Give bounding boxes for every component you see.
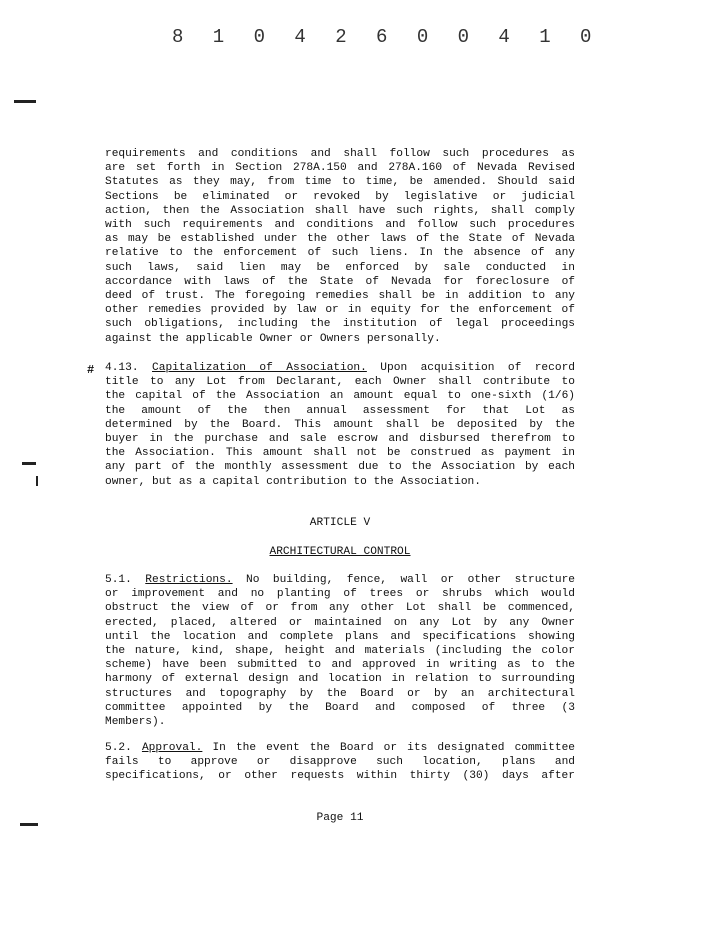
section-first-line bbox=[105, 573, 575, 587]
section-first-line-text: No building, fence, wall or other structure bbox=[246, 574, 576, 586]
paragraph-line: Statutes as they may, from time to time, be amended. Should said bbox=[105, 176, 575, 189]
paragraph-line: scheme) have been submitted to and approved in writing as to the bbox=[105, 659, 575, 672]
paragraph-line: harmony of external design and location in relation to surrounding bbox=[105, 673, 575, 686]
section-number: 5.2. bbox=[105, 742, 132, 754]
margin-bullet-mark: # bbox=[87, 363, 95, 377]
paragraph-line: deed of trust. The foregoing remedies shall be in addition to any bbox=[105, 290, 575, 303]
paragraph-line: Sections be eliminated or revoked by legislative or judicial bbox=[105, 190, 575, 203]
paragraph-line: fails to approve or disapprove such location, plans and bbox=[105, 756, 575, 769]
paragraph-line: specifications, or other requests within thirty (30) days after bbox=[105, 770, 575, 783]
paragraph-line: determined by the Board. This amount shall be deposited by the bbox=[105, 418, 575, 431]
paragraph-line: title to any Lot from Declarant, each Owner shall contribute to bbox=[105, 376, 575, 389]
paragraph-line: relative to the enforcement of such liens. In the absence of any bbox=[105, 247, 575, 260]
section-title: Approval. bbox=[141, 742, 203, 754]
section-first-line-text: In the event the Board or its designated committee bbox=[212, 742, 575, 754]
paragraph-line: action, then the Association shall have such rights, shall comply bbox=[105, 204, 575, 217]
paragraph-line: Members). bbox=[105, 716, 166, 729]
paragraph-line: such obligations, including the institution of legal proceedings bbox=[105, 318, 575, 331]
section-5-1 bbox=[105, 573, 575, 729]
article-heading: ARTICLE V bbox=[309, 517, 371, 529]
paragraph-line: or improvement and no planting of trees or shrubs which would bbox=[105, 588, 575, 601]
section-number: 5.1. bbox=[105, 574, 132, 586]
paragraph-line: the amount of the then annual assessment for that Lot as bbox=[105, 404, 575, 417]
paragraph-line: are set forth in Section 278A.150 and 278A.160 of Nevada Revised bbox=[105, 162, 575, 175]
section-4-13 bbox=[105, 361, 575, 489]
paragraph-line: structures and topography by the Board or by an architectural bbox=[105, 687, 575, 700]
paragraph-line: any part of the monthly assessment due to the Association by each bbox=[105, 461, 575, 474]
paragraph-line: with such requirements and conditions and follow such procedures bbox=[105, 219, 575, 232]
paragraph-line: against the applicable Owner or Owners personally. bbox=[105, 332, 441, 345]
paragraph-line: requirements and conditions and shall follow such procedures as bbox=[105, 148, 575, 160]
article-subheading: ARCHITECTURAL CONTROL bbox=[269, 546, 411, 558]
page-number: Page 11 bbox=[316, 812, 364, 824]
paragraph-line: the Association. This amount shall not be construed as payment in bbox=[105, 447, 575, 460]
paragraph-line: committee appointed by the Board and composed of three (3 bbox=[105, 701, 575, 714]
scan-mark bbox=[14, 100, 36, 103]
paragraph-line: as may be established under the other laws of the State of Nevada bbox=[105, 233, 575, 246]
section-title: Restrictions. bbox=[145, 574, 233, 586]
paragraph-line: accordance with laws of the State of Nevada for foreclosure of bbox=[105, 275, 575, 288]
section-first-line bbox=[105, 741, 575, 755]
paragraph-line: owner, but as a capital contribution to the Association. bbox=[105, 475, 481, 488]
paragraph-line: other remedies provided by law or in equity for the enforcement of bbox=[105, 304, 575, 317]
paragraph-line: erected, placed, altered or maintained on any Lot by any Owner bbox=[105, 616, 575, 629]
scan-mark bbox=[36, 476, 38, 486]
section-5-2 bbox=[105, 741, 575, 784]
section-first-line-text: Upon acquisition of record bbox=[380, 362, 575, 374]
section-first-line bbox=[105, 361, 575, 375]
paragraph-line: buyer in the purchase and sale escrow and disbursed therefrom to bbox=[105, 433, 575, 446]
scan-mark bbox=[20, 823, 38, 826]
document-number: 8 1 0 4 2 6 0 0 4 1 0 bbox=[172, 26, 601, 48]
paragraph-line: until the location and complete plans and specifications showing bbox=[105, 630, 575, 643]
scan-mark bbox=[22, 462, 36, 465]
paragraph-line: obstruct the view of or from any other Lot shall be commenced, bbox=[105, 602, 575, 615]
section-title: Capitalization of Association. bbox=[152, 362, 367, 374]
paragraph-line: the capital of the Association an amount equal to one-sixth (1/6) bbox=[105, 390, 575, 403]
section-number: 4.13. bbox=[105, 362, 139, 374]
paragraph-line: such laws, said lien may be enforced by sale conducted in bbox=[105, 261, 575, 274]
paragraph-line: the nature, kind, shape, height and materials (including the color bbox=[105, 645, 575, 658]
lien-enforcement-paragraph bbox=[105, 147, 575, 346]
